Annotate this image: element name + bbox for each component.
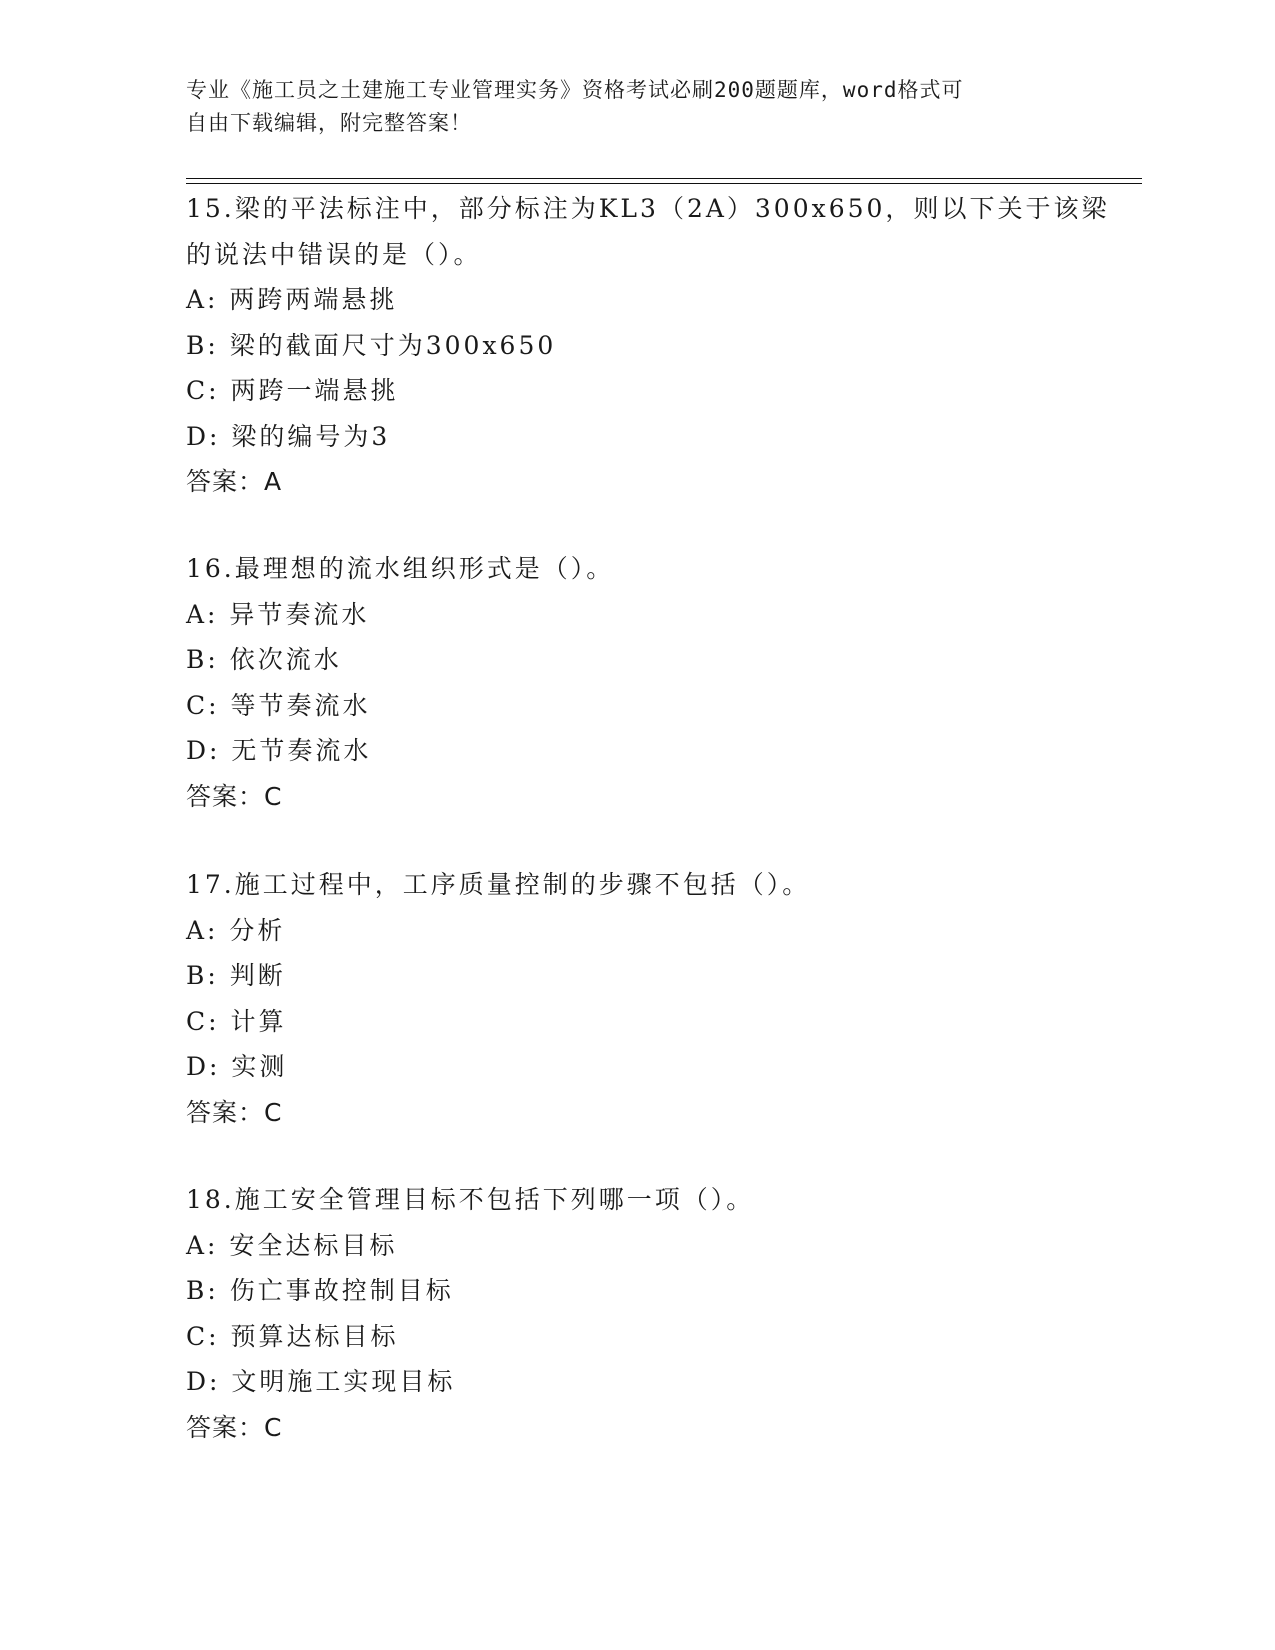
option-b: B: 伤亡事故控制目标	[186, 1276, 454, 1305]
option-d: D: 文明施工实现目标	[186, 1367, 456, 1396]
option-c: C: 等节奏流水	[186, 690, 371, 720]
option-b: B: 梁的截面尺寸为300x650	[186, 330, 557, 360]
question-stem: 的说法中错误的是（）。	[186, 239, 482, 269]
option-a: A: 安全达标目标	[186, 1230, 398, 1260]
header-divider-bottom	[186, 183, 1142, 184]
question-stem: 16.最理想的流水组织形式是（）。	[186, 554, 615, 583]
option-c: C: 两跨一端悬挑	[186, 376, 399, 405]
question-15	[186, 186, 1146, 504]
option-c: C: 预算达标目标	[186, 1321, 399, 1351]
question-stem: 18.施工安全管理目标不包括下列哪一项（）。	[186, 1185, 755, 1214]
question-16	[186, 546, 1146, 819]
option-d: D: 实测	[186, 1052, 288, 1081]
header-line-1: 专业《施工员之土建施工专业管理实务》资格考试必刷200题题库，word格式可	[186, 78, 964, 102]
option-a: A: 异节奏流水	[186, 599, 370, 629]
header-divider-top	[186, 178, 1142, 179]
option-c: C: 计算	[186, 1006, 287, 1036]
question-stem: 15.梁的平法标注中，部分标注为KL3（2A）300x650，则以下关于该梁	[186, 194, 1110, 223]
option-b: B: 判断	[186, 961, 286, 990]
question-18	[186, 1177, 1146, 1450]
question-stem: 17.施工过程中，工序质量控制的步骤不包括（）。	[186, 870, 811, 899]
header-line-2: 自由下载编辑，附完整答案！	[186, 111, 472, 135]
option-a: A: 两跨两端悬挑	[186, 285, 398, 314]
answer-line: 答案：C	[186, 781, 283, 811]
answer-line: 答案：C	[186, 1097, 283, 1127]
answer-line: 答案：A	[186, 467, 283, 496]
option-d: D: 无节奏流水	[186, 736, 372, 765]
document-header	[186, 74, 1086, 140]
question-17	[186, 862, 1146, 1135]
answer-line: 答案：C	[186, 1412, 283, 1442]
option-a: A: 分析	[186, 915, 286, 945]
option-b: B: 依次流水	[186, 645, 342, 674]
option-d: D: 梁的编号为3	[186, 421, 391, 451]
